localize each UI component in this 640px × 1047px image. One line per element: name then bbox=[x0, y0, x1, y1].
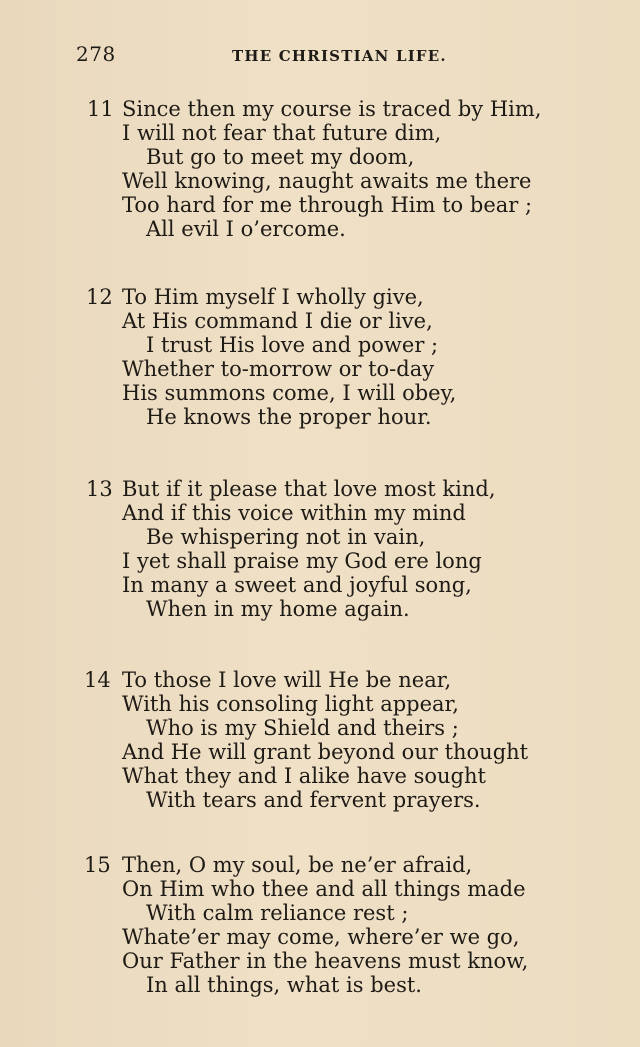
verse-line: With tears and fervent prayers. bbox=[146, 788, 481, 812]
verse-line: To those I love will He be near, bbox=[122, 668, 452, 692]
verse-line: His summons come, I will obey, bbox=[122, 381, 457, 405]
stanza-number: 13 bbox=[86, 477, 113, 501]
verse-line: Who is my Shield and theirs ; bbox=[146, 716, 459, 740]
verse-line: Then, O my soul, be ne’er afraid, bbox=[122, 853, 473, 877]
verse-line: Since then my course is traced by Him, bbox=[122, 97, 542, 121]
verse-line: Whether to-morrow or to-day bbox=[122, 357, 435, 381]
verse-line: I yet shall praise my God ere long bbox=[122, 549, 482, 573]
verse-line: In many a sweet and joyful song, bbox=[122, 573, 472, 597]
verse-line: With his consoling light appear, bbox=[122, 692, 459, 716]
verse-line: Well knowing, naught awaits me there bbox=[122, 169, 532, 193]
verse-line: Whate’er may come, where’er we go, bbox=[122, 925, 520, 949]
verse-line: Too hard for me through Him to bear ; bbox=[122, 193, 533, 217]
verse-line: What they and I alike have sought bbox=[122, 764, 486, 788]
verse-line: And He will grant beyond our thought bbox=[122, 740, 529, 764]
verse-line: And if this voice within my mind bbox=[122, 501, 466, 525]
verse-line: But go to meet my doom, bbox=[146, 145, 415, 169]
verse-line: In all things, what is best. bbox=[146, 973, 422, 997]
verse-line: When in my home again. bbox=[146, 597, 410, 621]
page-number: 278 bbox=[76, 42, 116, 66]
stanza-number: 15 bbox=[84, 853, 111, 877]
verse-line: I trust His love and power ; bbox=[146, 333, 439, 357]
verse-line: To Him myself I wholly give, bbox=[122, 285, 424, 309]
verse-line: With calm reliance rest ; bbox=[146, 901, 409, 925]
verse-line: On Him who thee and all things made bbox=[122, 877, 526, 901]
stanza-number: 12 bbox=[86, 285, 113, 309]
verse-line: Our Father in the heavens must know, bbox=[122, 949, 529, 973]
verse-line: All evil I o’ercome. bbox=[146, 217, 346, 241]
verse-line: But if it please that love most kind, bbox=[122, 477, 496, 501]
verse-line: I will not fear that future dim, bbox=[122, 121, 442, 145]
verse-line: At His command I die or live, bbox=[122, 309, 433, 333]
running-title: THE CHRISTIAN LIFE. bbox=[232, 47, 447, 65]
stanza-number: 11 bbox=[87, 97, 114, 121]
stanza-number: 14 bbox=[84, 668, 111, 692]
verse-line: He knows the proper hour. bbox=[146, 405, 432, 429]
verse-line: Be whispering not in vain, bbox=[146, 525, 426, 549]
